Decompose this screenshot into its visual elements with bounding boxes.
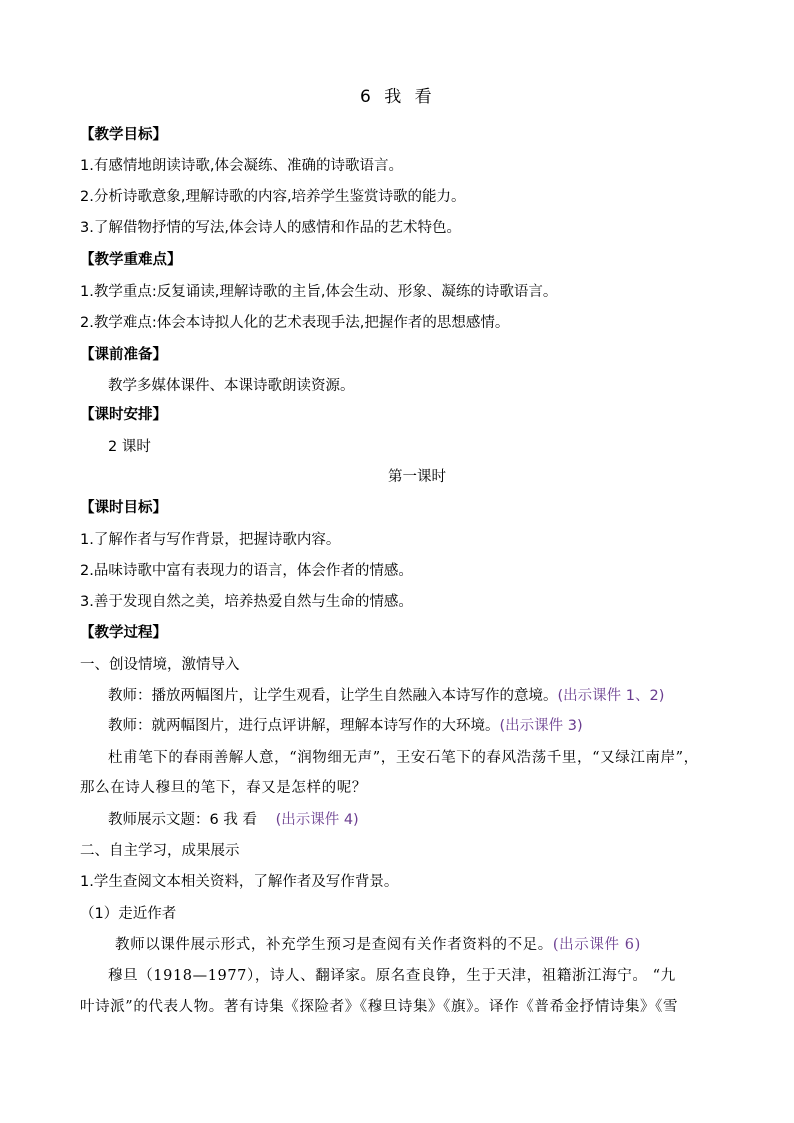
poem-quote-line: 那么在诗人穆旦的笔下，春又是怎样的呢？ — [80, 780, 367, 796]
part1-heading: 一、创设情境，激情导入 — [80, 657, 240, 673]
poem-quote-line: 杜甫笔下的春雨善解人意，“润物细无声”，王安石笔下的春风浩荡千里，“又绿江南岸”， — [108, 750, 699, 766]
courseware-note: (出示课件 3) — [499, 718, 583, 734]
sub1-heading: （1）走近作者 — [80, 906, 177, 922]
lesson-goal-item: 2.品味诗歌中富有表现力的语言，体会作者的情感。 — [80, 563, 413, 579]
lesson-title: 第一课时 — [388, 469, 446, 485]
part1-line — [108, 686, 664, 706]
sub1-line — [115, 935, 641, 955]
goal-item: 3.了解借物抒情的写法,体会诗人的感情和作品的艺术特色。 — [80, 220, 461, 236]
bio-line: 叶诗派”的代表人物。著有诗集《探险者》《穆旦诗集》《旗》。译作《普希金抒情诗集》《雪 — [80, 999, 679, 1015]
part1-line1-text: 教师：播放两幅图片，让学生观看，让学生自然融入本诗写作的意境。 — [108, 688, 558, 704]
keypoint-item: 1.教学重点:反复诵读,理解诗歌的主旨,体会生动、形象、凝练的诗歌语言。 — [80, 284, 558, 300]
bio-line: 穆旦（1918—1977），诗人、翻译家。原名查良铮，生于天津，祖籍浙江海宁。 “九 — [108, 968, 676, 984]
lesson-goal-item: 1.了解作者与写作背景，把握诗歌内容。 — [80, 532, 341, 548]
prep-header: 【课前准备】 — [80, 347, 167, 363]
part1-line — [108, 716, 583, 736]
goal-item: 1.有感情地朗读诗歌,体会凝练、准确的诗歌语言。 — [80, 158, 403, 174]
courseware-note: (出示课件 6) — [552, 937, 641, 953]
part1-line2-text: 教师：就两幅图片，进行点评讲解，理解本诗写作的大环境。 — [108, 718, 500, 734]
prep-text: 教学多媒体课件、本课诗歌朗读资源。 — [108, 378, 355, 394]
schedule-header: 【课时安排】 — [80, 407, 167, 423]
sub1-text: 教师以课件展示形式，补充学生预习是查阅有关作者资料的不足。 — [115, 937, 553, 953]
goals-header: 【教学目标】 — [80, 127, 167, 143]
keypoint-item: 2.教学难点:体会本诗拟人化的艺术表现手法,把握作者的思想感情。 — [80, 315, 510, 331]
courseware-note: (出示课件 4) — [275, 812, 359, 828]
show-title-line — [108, 810, 359, 830]
part2-heading: 二、自主学习，成果展示 — [80, 843, 240, 859]
lesson-goals-header: 【课时目标】 — [80, 500, 167, 516]
show-title-text: 教师展示文题：6 我 看 — [108, 812, 257, 828]
part2-item: 1.学生查阅文本相关资料，了解作者及写作背景。 — [80, 874, 399, 890]
page-title: 6 我 看 — [360, 87, 436, 107]
process-header: 【教学过程】 — [80, 625, 167, 641]
courseware-note: (出示课件 1、2) — [557, 688, 665, 704]
goal-item: 2.分析诗歌意象,理解诗歌的内容,培养学生鉴赏诗歌的能力。 — [80, 189, 466, 205]
schedule-text: 2 课时 — [108, 439, 151, 455]
keypoints-header: 【教学重难点】 — [80, 252, 182, 268]
lesson-goal-item: 3.善于发现自然之美，培养热爱自然与生命的情感。 — [80, 594, 413, 610]
